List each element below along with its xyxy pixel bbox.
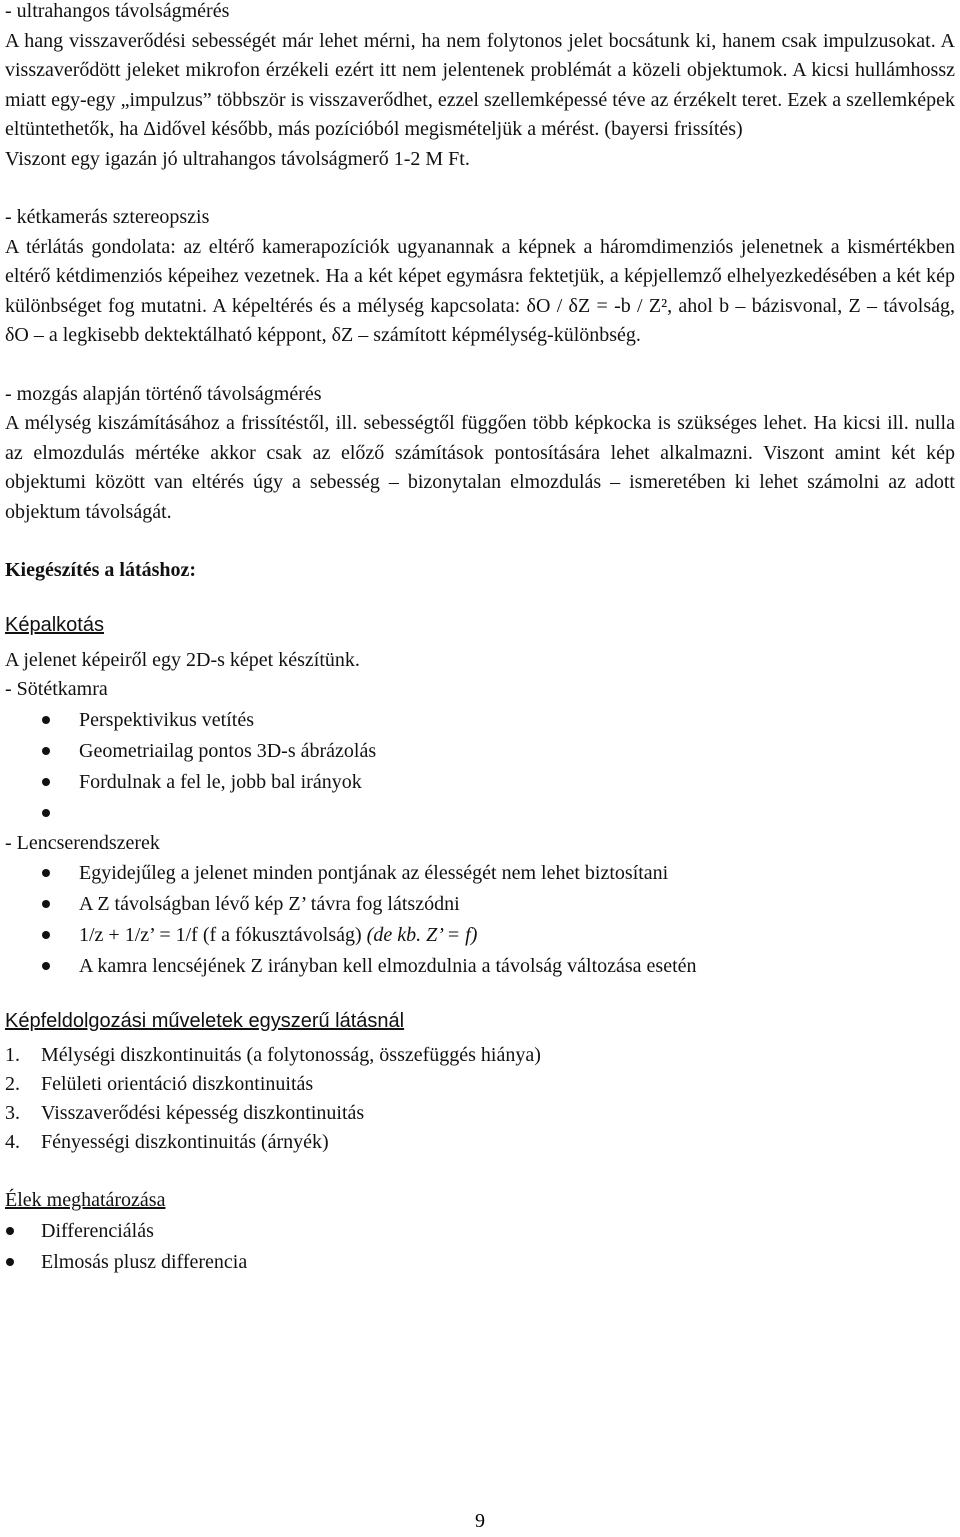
list-item: 1/z + 1/z’ = 1/f (f a fókusztávolság) (de kb. Z’ = f): [5, 920, 955, 951]
ultrasonic-text-b: idővel később, más pozícióból megismételjük a mérést. (bayersi frissítés): [156, 118, 743, 140]
camera-obscura-list: [5, 705, 955, 829]
list-item: A Z távolságban lévő kép Z’ távra fog látszódni: [5, 889, 955, 920]
imaging-heading: Képalkotás: [5, 613, 104, 636]
page-number: 9: [475, 1510, 485, 1532]
bullet-icon: [42, 962, 50, 970]
stereo-paragraph: A térlátás gondolata: az eltérő kamerapozíciók ugyanannak a képnek a háromdimenziós jelenetnek a kismértékben eltérő kétdimenziós képeihez vezetnek. Ha a két képet egymásra fektetjük, a képjellemző elhelyezkedésében a két kép különbséget fog mutatni. A képeltérés és a mélység kapcsolata: δO / δZ = -b / Z², ahol b – bázisvonal, Z – távolság, δO – a legkisebb dektektálható képpont, δZ – számított képmélység-különbség.: [5, 235, 955, 346]
ultrasonic-text-a: A hang visszaverődési sebességét már lehet mérni, ha nem folytonos jelet bocsátunk ki, hanem csak impulzusokat. A visszaverődött jeleket mikrofon érzékeli ezért itt nem jelentenek problémát a közeli objektumok. A kicsi hullámhossz miatt egy-egy „impulzus” többször is visszaverődhet, ezzel szellemképessé téve az érzékelt teret. Ezek a szellemképek eltüntethetők, ha: [5, 29, 955, 140]
bullet-icon: [6, 1258, 14, 1266]
processing-heading: Képfeldolgozási műveletek egyszerű látásnál: [5, 1010, 405, 1032]
list-item: Geometriailag pontos 3D-s ábrázolás: [5, 736, 955, 767]
bullet-icon: [42, 809, 50, 817]
list-item: 3. Visszaverődési képesség diszkontinuitás: [5, 1102, 365, 1124]
bullet-icon: [6, 1227, 14, 1235]
list-item: 4. Fényességi diszkontinuitás (árnyék): [5, 1131, 329, 1153]
list-item: Perspektivikus vetítés: [5, 705, 955, 736]
list-item: Elmosás plusz differencia: [5, 1247, 955, 1278]
imaging-intro: A jelenet képeiről egy 2D-s képet készítünk.: [5, 648, 360, 671]
ultrasonic-heading: - ultrahangos távolságmérés: [5, 0, 230, 22]
bullet-icon: [42, 900, 50, 908]
supplement-heading: Kiegészítés a látáshoz:: [5, 559, 197, 581]
delta-symbol: Δ: [143, 118, 157, 140]
list-item: 1. Mélységi diszkontinuitás (a folytonosság, összefüggés hiánya): [5, 1044, 541, 1066]
list-item: Fordulnak a fel le, jobb bal irányok: [5, 767, 955, 798]
motion-heading: - mozgás alapján történő távolságmérés: [5, 382, 322, 405]
processing-list: [5, 1041, 955, 1157]
stereo-heading: - kétkamerás sztereopszis: [5, 206, 210, 228]
list-item: Differenciálás: [5, 1216, 955, 1247]
bullet-icon: [42, 778, 50, 786]
list-item: A kamra lencséjének Z irányban kell elmozdulnia a távolság változása esetén: [5, 951, 955, 982]
list-item: Egyidejűleg a jelenet minden pontjának az élességét nem lehet biztosítani: [5, 858, 955, 889]
bullet-icon: [42, 747, 50, 755]
bullet-icon: [42, 716, 50, 724]
lens-systems-list: [5, 858, 955, 982]
document-page: [5, 0, 955, 1278]
edges-list: [5, 1216, 955, 1278]
list-item: 2. Felületi orientáció diszkontinuitás: [5, 1073, 314, 1095]
camera-obscura-label: - Sötétkamra: [5, 678, 108, 700]
lens-systems-label: - Lencserendszerek: [5, 831, 160, 854]
bullet-icon: [42, 869, 50, 877]
motion-paragraph: A mélység kiszámításához a frissítéstől, ill. sebességtől függően több képkocka is szükséges lehet. Ha kicsi ill. nulla az elmozdulás mértéke akkor csak az előző számítások pontosítására lehet alkalmazni. Viszont amint két kép objektumi között van eltérés úgy a sebesség – bizonytalan elmozdulás – ismeretében ki lehet számolni az adott objektum távolságát.: [5, 412, 955, 523]
bullet-icon: [42, 931, 50, 939]
ultrasonic-price: Viszont egy igazán jó ultrahangos távolságmerő 1-2 M Ft.: [5, 147, 470, 170]
edges-heading: Élek meghatározása: [5, 1189, 166, 1211]
list-item: [5, 798, 955, 829]
ultrasonic-paragraph: [5, 27, 955, 145]
